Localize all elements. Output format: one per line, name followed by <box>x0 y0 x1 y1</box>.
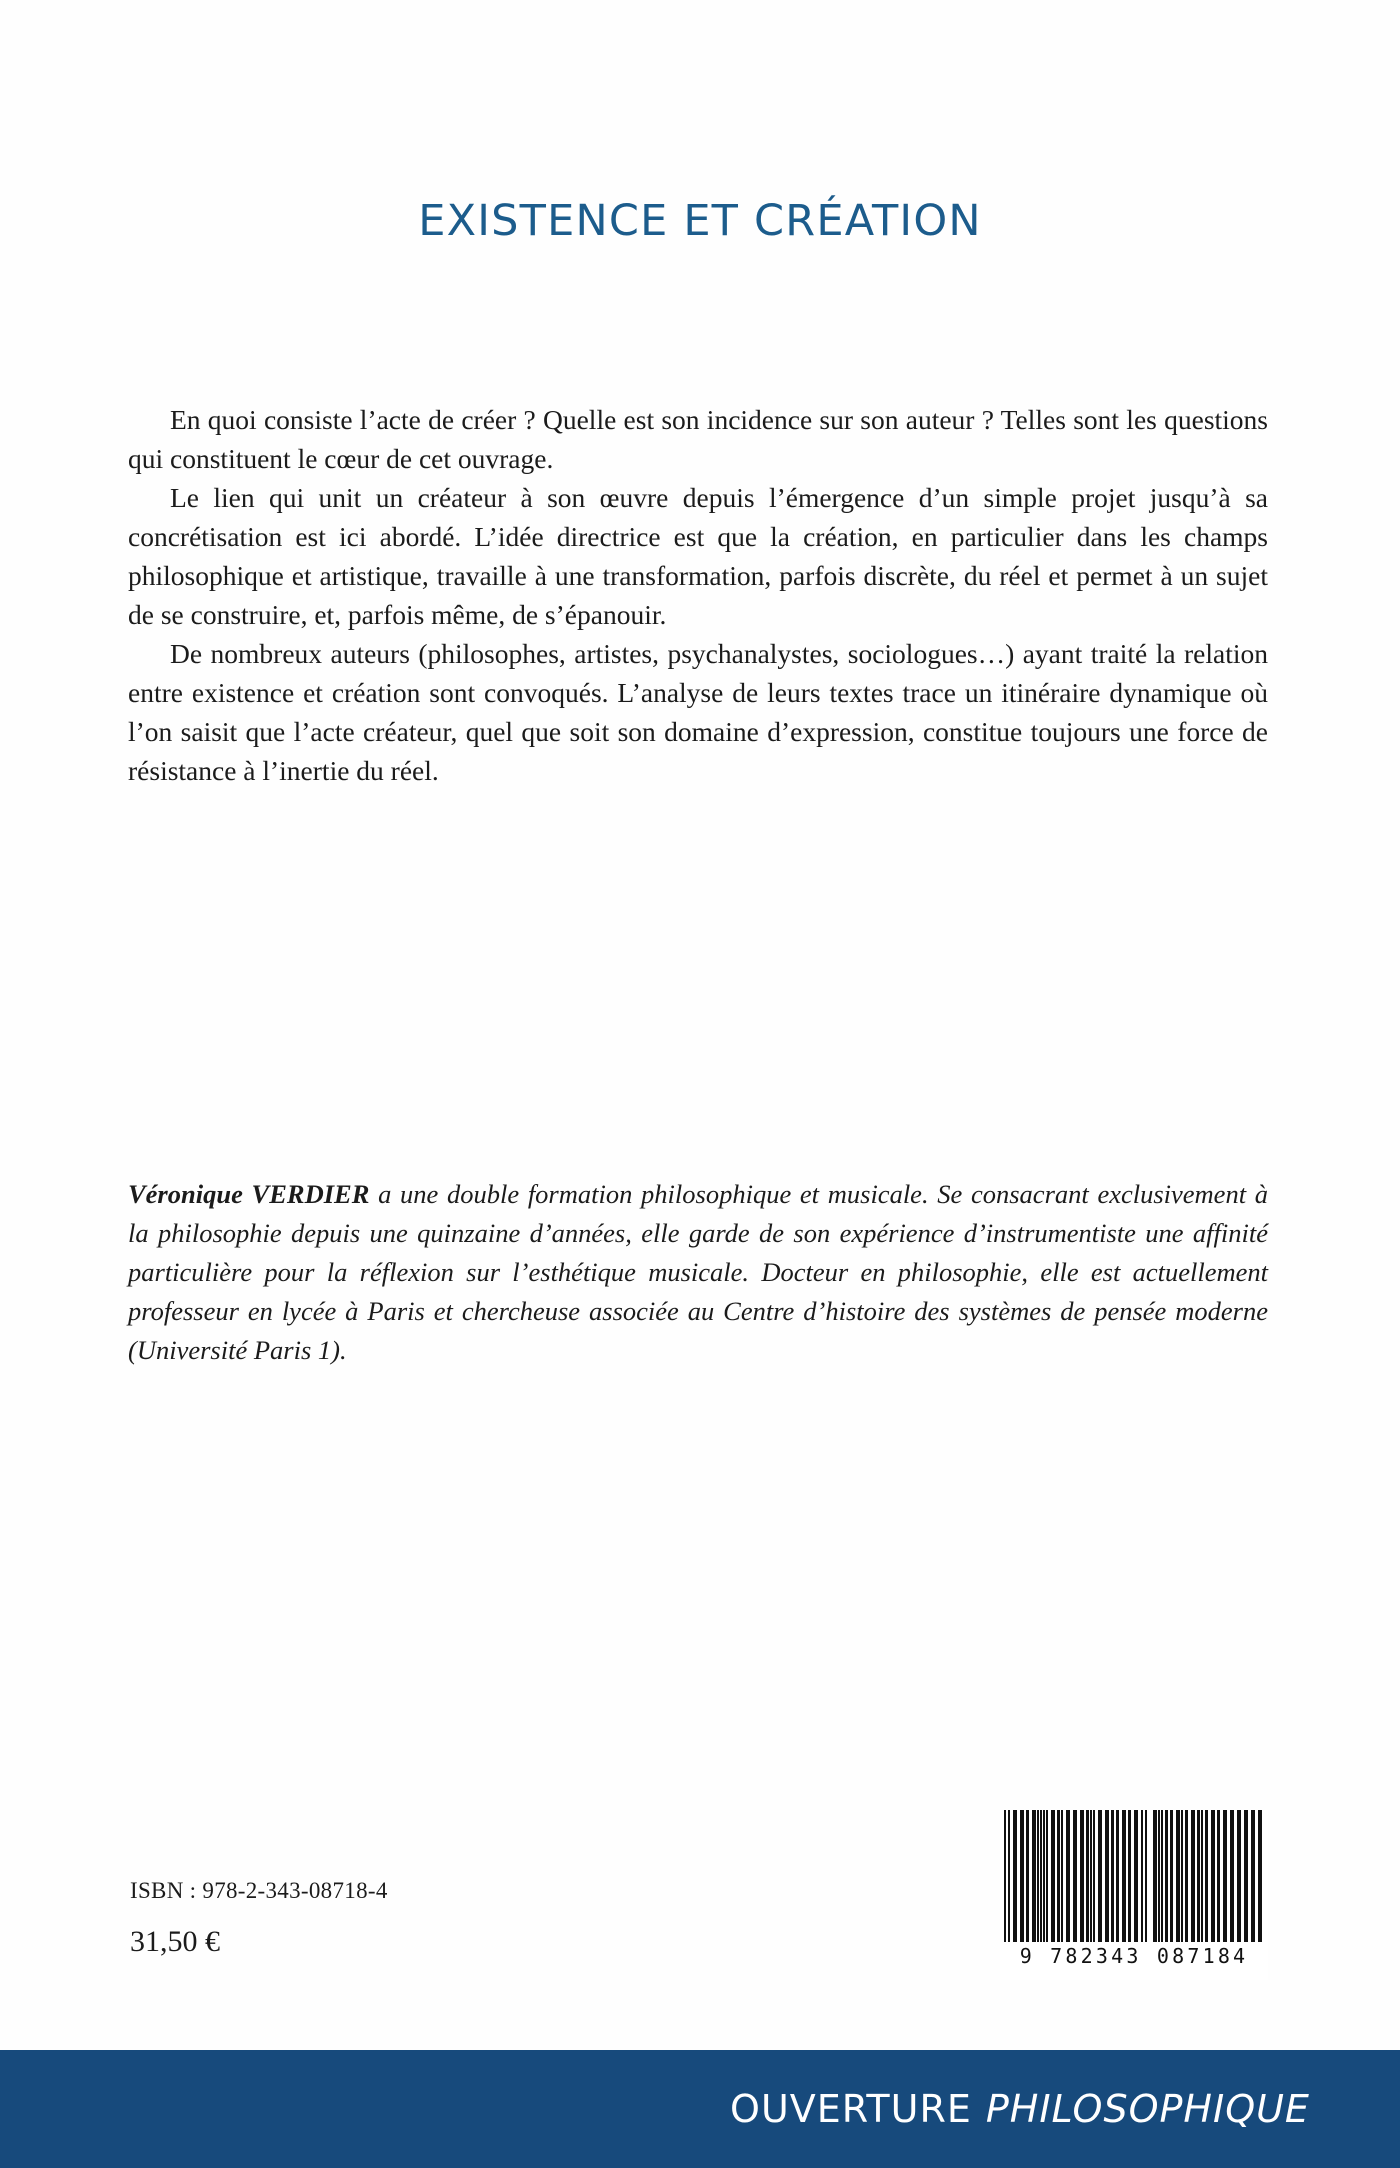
collection-word-ouverture: OUVERTURE <box>730 2087 972 2131</box>
barcode <box>1000 1810 1268 1980</box>
barcode-bars <box>1000 1810 1268 1942</box>
collection-word-philosophique: PHILOSOPHIQUE <box>985 2087 1310 2131</box>
author-biography <box>128 1175 1268 1370</box>
collection-name <box>640 2050 1400 2168</box>
footer-band <box>0 2050 1400 2168</box>
blurb-paragraph: En quoi consiste l’acte de créer ? Quelle est son incidence sur son auteur ? Telles sont les questions qui constituent le cœur de cet ouvrage. <box>128 404 1268 475</box>
blurb-text <box>128 400 1268 790</box>
barcode-digits: 9 782343 087184 <box>1019 1944 1249 1968</box>
isbn-text: ISBN : 978-2-343-08718-4 <box>130 1878 388 1903</box>
blurb-paragraph: De nombreux auteurs (philosophes, artistes, psychanalystes, sociologues…) ayant traité la relation entre existence et création sont convoqués. L’analyse de leurs textes trace un itinéraire dynamique où l’on saisit que l’acte créateur, quel que soit son domaine d’expression, constitue toujours une force de résistance à l’inertie du réel. <box>128 638 1268 787</box>
price-text: 31,50 € <box>130 1925 220 1958</box>
page-title: EXISTENCE ET CRÉATION <box>418 196 982 246</box>
blurb-paragraph: Le lien qui unit un créateur à son œuvre depuis l’émergence d’un simple projet jusqu’à sa concrétisation est ici abordé. L’idée directrice est que la création, en particulier dans les champs philosophique et artistique, travaille à une transformation, parfois discrète, du réel et permet à un sujet de se construire, et, parfois même, de s’épanouir. <box>128 482 1268 631</box>
author-name: Véronique VERDIER <box>128 1179 370 1209</box>
footer-band-left <box>0 2050 640 2168</box>
author-bio-text: a une double formation philosophique et musicale. Se consacrant exclusivement à la philosophie depuis une quinzaine d’années, elle garde de son expérience d’instrumentiste une affinité particulière pour la réflexion sur l’esthétique musicale. Docteur en philosophie, elle est actuellement professeur en lycée à Paris et chercheuse associée au Centre d’histoire des systèmes de pensée moderne (Université Paris 1). <box>128 1179 1269 1365</box>
